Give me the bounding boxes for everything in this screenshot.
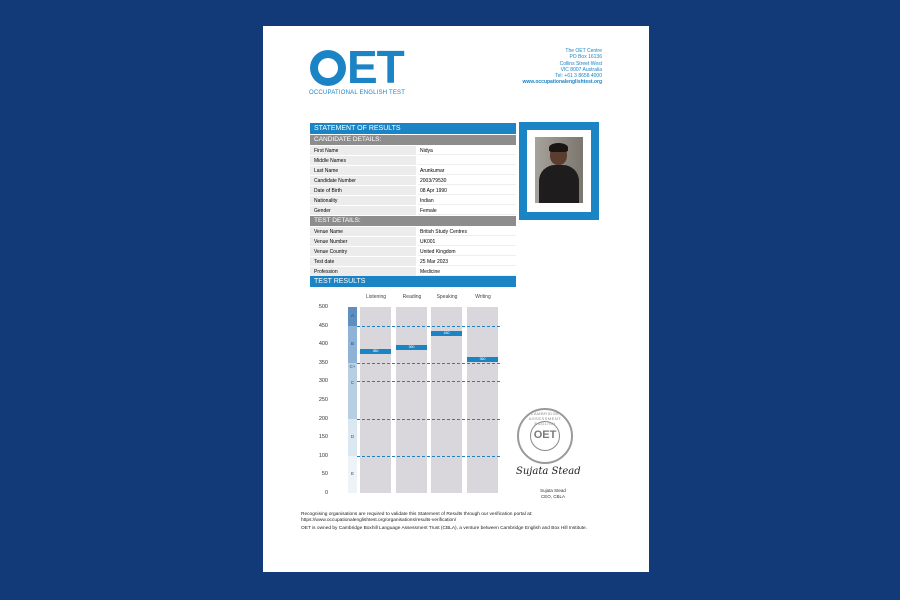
test-row xyxy=(310,257,516,267)
oet-logo-o xyxy=(310,50,346,86)
row-value: 08 Apr 1990 xyxy=(418,186,516,195)
y-tick-label: 250 xyxy=(318,397,328,403)
candidate-row xyxy=(310,156,516,166)
footer-ownership: OET is owned by Cambridge Boxhill Language Assessment Trust (CBLA), a venture between Cambridge English and Box Hill Institute. xyxy=(301,526,588,531)
website-link[interactable]: www.occupationalenglishtest.org xyxy=(522,79,602,86)
row-value: Female xyxy=(418,206,516,215)
address-line: PO Box 16136 xyxy=(569,54,602,61)
row-label: Candidate Number xyxy=(310,176,416,185)
skill-label: Speaking xyxy=(436,294,458,300)
row-value: 2003/79530 xyxy=(418,176,516,185)
candidate-heading: CANDIDATE DETAILS: xyxy=(310,135,516,145)
grade-label: C+ xyxy=(349,363,356,369)
y-tick-label: 200 xyxy=(318,415,328,422)
candidate-photo xyxy=(535,137,583,203)
statement-document xyxy=(263,26,649,572)
signer-title: CEO, CBLA xyxy=(540,494,565,499)
signature-icon: Sujata Stead xyxy=(516,466,581,477)
candidate-row xyxy=(310,206,516,216)
grade-label: B xyxy=(350,341,354,347)
row-label: Middle Names xyxy=(310,156,416,165)
test-row xyxy=(310,227,516,237)
y-tick-label: 300 xyxy=(318,378,328,385)
skill-label: Listening xyxy=(365,294,386,300)
address-line: VIC 8007 Australia xyxy=(560,66,602,73)
skill-column xyxy=(467,307,498,493)
row-value: Nidya xyxy=(418,146,516,155)
statement-title: STATEMENT OF RESULTS xyxy=(310,123,516,134)
seal-center-text: OET xyxy=(530,421,560,451)
test-heading: TEST DETAILS: xyxy=(310,216,516,226)
address-line: The OET Centre xyxy=(565,48,602,54)
score-marker: 390 xyxy=(396,345,427,350)
address-line: Collins Street West xyxy=(559,60,602,67)
row-label: Gender xyxy=(310,206,416,215)
footer-line: Recognising organisations are required to validate this Statement of Results through our verification portal at: xyxy=(301,512,533,517)
candidate-photo-frame xyxy=(519,122,599,220)
grade-boundary-line xyxy=(357,419,500,420)
logo-subtitle: OCCUPATIONAL ENGLISH TEST xyxy=(309,90,406,96)
verification-link[interactable]: https://www.occupationalenglishtest.org/organisations/results-verification/ xyxy=(301,518,457,523)
row-value: UK001 xyxy=(418,237,516,246)
row-label: Profession xyxy=(310,267,416,276)
row-label: Test date xyxy=(310,257,416,266)
grade-label: A xyxy=(350,313,354,319)
score-marker: 360 xyxy=(467,357,498,362)
address-block xyxy=(522,48,602,86)
row-value: 25 Mar 2023 xyxy=(418,257,516,266)
y-tick-label: 100 xyxy=(318,452,328,459)
grade-boundary-line xyxy=(357,326,500,327)
score-marker: 380 xyxy=(360,349,391,354)
grade-boundary-line xyxy=(357,456,500,457)
candidate-row xyxy=(310,186,516,196)
grade-label: C xyxy=(350,380,355,386)
row-value xyxy=(418,156,516,165)
y-tick-label: 50 xyxy=(321,471,328,478)
grade-label: D xyxy=(350,434,355,440)
skill-column xyxy=(360,307,391,493)
candidate-row xyxy=(310,176,516,186)
row-label: Venue Number xyxy=(310,237,416,246)
y-tick-label: 0 xyxy=(324,490,328,496)
score-marker: 430 xyxy=(431,331,462,336)
y-tick-label: 500 xyxy=(318,304,328,310)
signer-block xyxy=(533,488,573,500)
oet-logo-text: ET xyxy=(347,41,404,93)
row-value: British Study Centres xyxy=(418,227,516,236)
candidate-row xyxy=(310,166,516,176)
skill-label: Reading xyxy=(402,294,422,300)
row-label: Nationality xyxy=(310,196,416,205)
candidate-row xyxy=(310,196,516,206)
row-value: Indian xyxy=(418,196,516,205)
row-value: United Kingdom xyxy=(418,247,516,256)
results-title: TEST RESULTS xyxy=(310,276,516,287)
y-tick-label: 450 xyxy=(318,322,328,329)
cambridge-seal xyxy=(517,408,573,464)
row-label: Venue Country xyxy=(310,247,416,256)
row-value: Medicine xyxy=(418,267,516,276)
skill-column xyxy=(396,307,427,493)
row-label: Venue Name xyxy=(310,227,416,236)
seal-ring-text: CAMBRIDGE ASSESSMENT ENGLISH xyxy=(528,411,562,426)
scale-band xyxy=(348,363,357,419)
y-tick-label: 350 xyxy=(318,359,328,366)
grade-boundary-line xyxy=(357,363,500,364)
skill-label: Writing xyxy=(475,294,491,300)
address-line: Tel: +61 3 8658 4000 xyxy=(555,73,602,80)
row-label: Date of Birth xyxy=(310,186,416,195)
signer-name: Sujata Stead xyxy=(540,488,566,493)
grade-label: E xyxy=(350,471,354,477)
y-tick-label: 400 xyxy=(318,341,328,348)
row-label: Last Name xyxy=(310,166,416,175)
candidate-row xyxy=(310,146,516,156)
grade-boundary-line xyxy=(357,381,500,382)
row-label: First Name xyxy=(310,146,416,155)
test-row xyxy=(310,237,516,247)
y-tick-label: 150 xyxy=(318,434,328,441)
test-row xyxy=(310,247,516,257)
row-value: Arunkumar xyxy=(418,166,516,175)
